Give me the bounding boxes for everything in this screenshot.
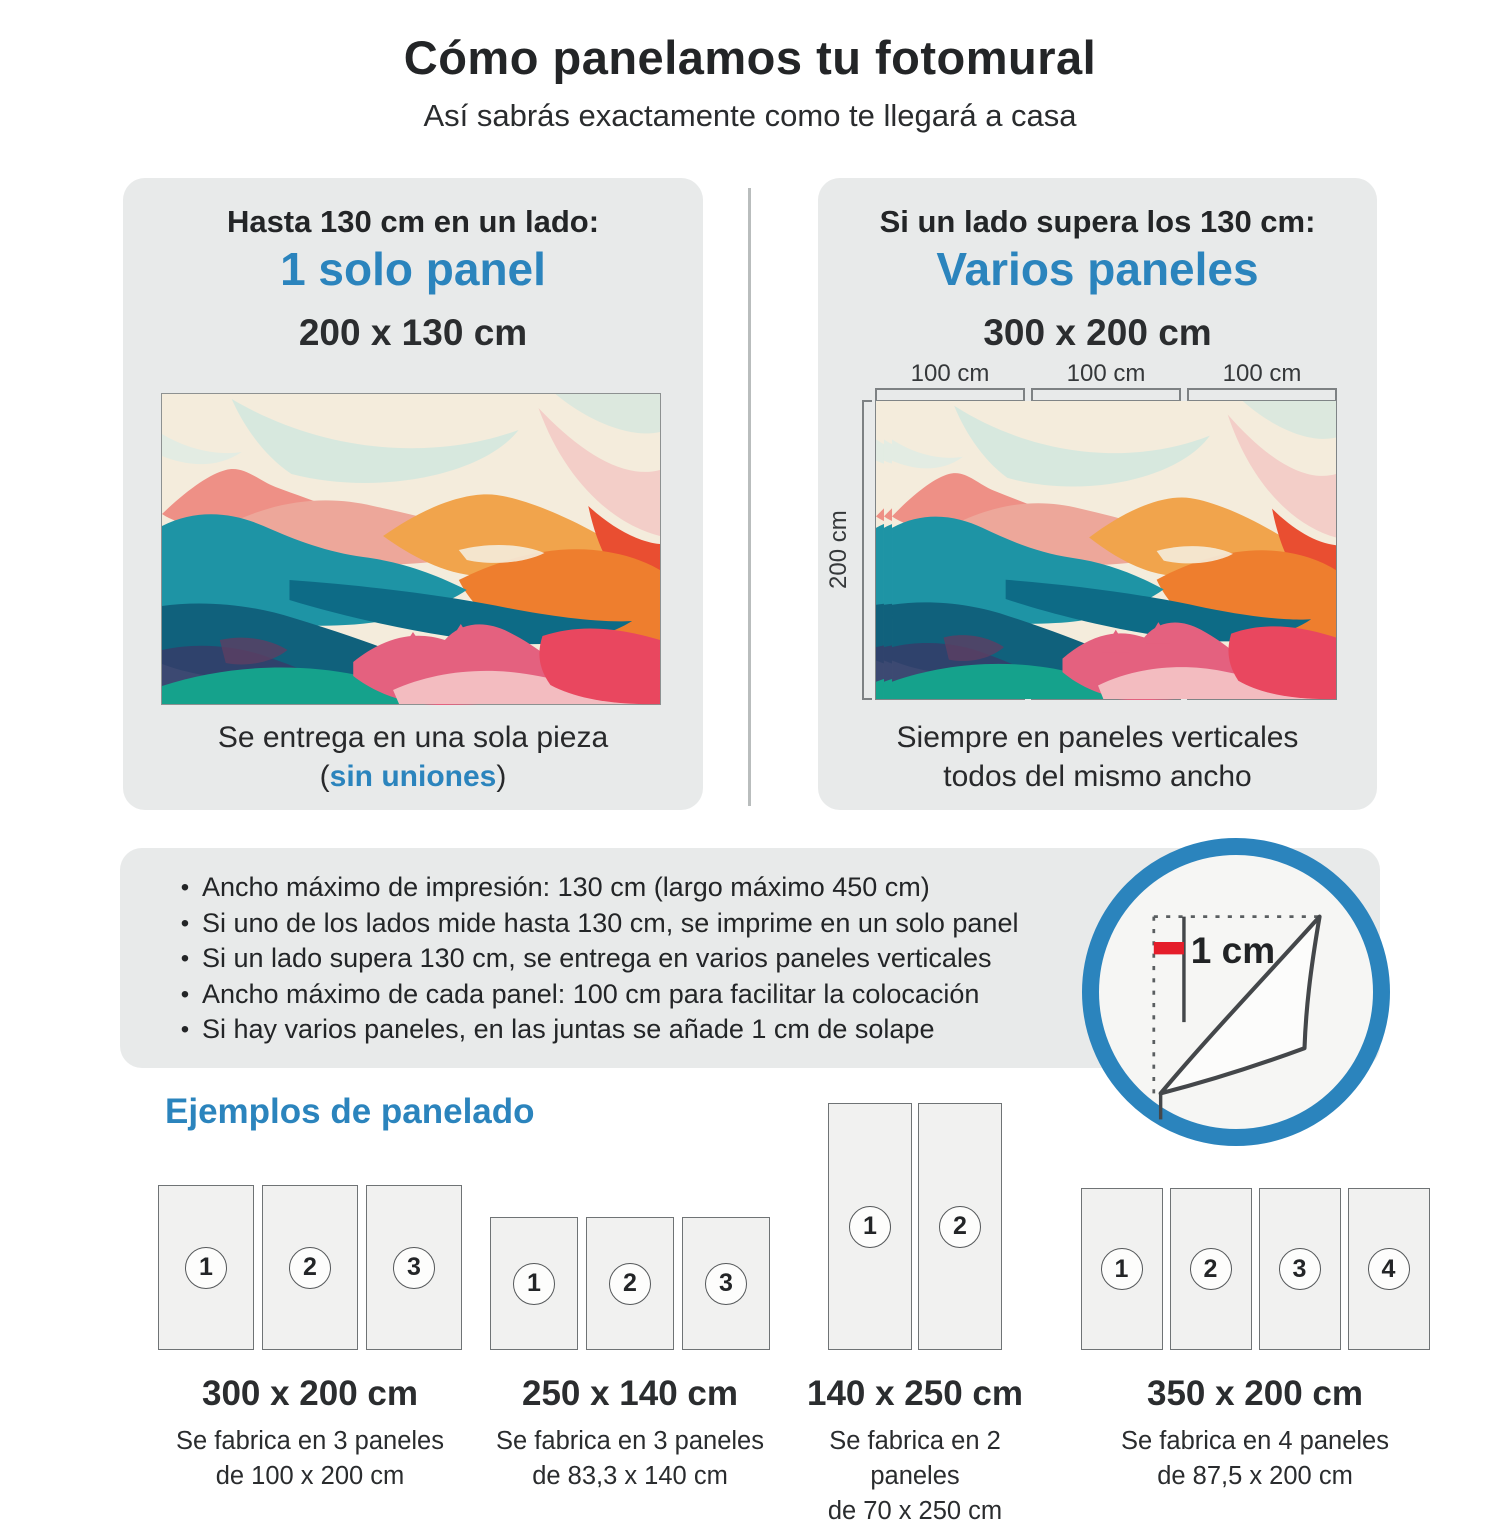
multi-panel-heading: Si un lado supera los 130 cm: <box>879 204 1316 239</box>
paneled-artwork <box>875 400 1337 700</box>
example-panels <box>470 1098 790 1350</box>
panel-number-badge: 3 <box>1279 1248 1321 1290</box>
caption-highlight: sin uniones <box>329 760 497 793</box>
example-panels <box>130 1098 490 1350</box>
panel-number-badge: 2 <box>939 1206 981 1248</box>
example-desc-line1: Se fabrica en 3 paneles <box>176 1427 444 1455</box>
multi-panel-card <box>818 178 1377 810</box>
example-300x200 <box>130 1098 490 1494</box>
panel <box>1170 1188 1252 1350</box>
panel-number-badge: 1 <box>513 1263 555 1305</box>
single-panel-heading: Hasta 130 cm en un lado: <box>226 204 600 239</box>
example-size-label: 350 x 200 cm <box>1146 1374 1363 1413</box>
page-subtitle: Así sabrás exactamente como te llegará a casa <box>423 98 1077 133</box>
example-size-label: 140 x 250 cm <box>806 1374 1023 1413</box>
panel <box>158 1185 254 1350</box>
bullet-item <box>168 941 1128 977</box>
overlap-icon <box>1082 838 1390 1146</box>
panel-number-badge: 2 <box>609 1263 651 1305</box>
bullet-dot: • <box>180 1016 190 1043</box>
bullet-dot: • <box>180 980 190 1008</box>
single-panel-size: 200 x 130 cm <box>298 312 528 353</box>
example-description <box>470 1424 790 1494</box>
bullet-text: Ancho máximo de cada panel: 100 cm para facilitar la colocación <box>202 978 980 1009</box>
measurement-top-1 <box>875 360 1025 401</box>
paren-open: ( <box>319 760 330 793</box>
panel <box>918 1103 1002 1350</box>
multi-panel-size: 300 x 200 cm <box>983 312 1212 353</box>
caption-line2: todos del mismo ancho <box>943 760 1252 793</box>
example-140x250 <box>790 1098 1040 1529</box>
bullet-list <box>168 870 1128 1048</box>
single-panel-highlight: 1 solo panel <box>280 243 546 295</box>
panel-number-badge: 3 <box>393 1247 435 1289</box>
example-desc-line2: de 83,3 x 140 cm <box>532 1462 728 1490</box>
caption-line1: Siempre en paneles verticales <box>896 721 1299 754</box>
watercolor-artwork <box>161 393 661 705</box>
bullet-dot: • <box>180 909 190 937</box>
panel <box>1259 1188 1341 1350</box>
example-description <box>790 1424 1040 1529</box>
measurement-side-label: 200 cm <box>825 510 852 590</box>
paren-close: ) <box>496 760 507 793</box>
bullet-item <box>168 977 1128 1013</box>
example-desc-line2: de 100 x 200 cm <box>215 1462 405 1490</box>
measurement-label: 100 cm <box>1222 360 1302 387</box>
example-size-label: 300 x 200 cm <box>201 1374 418 1413</box>
caption-line2 <box>123 757 703 796</box>
example-size-label: 250 x 140 cm <box>521 1374 738 1413</box>
measurement-label: 100 cm <box>1066 360 1146 387</box>
panel-number-badge: 1 <box>1101 1248 1143 1290</box>
page-fold-icon <box>1099 855 1373 1129</box>
panel <box>262 1185 358 1350</box>
panel <box>1348 1188 1430 1350</box>
bullet-text: Si un lado supera 130 cm, se entrega en varios paneles verticales <box>202 943 992 973</box>
bullet-item <box>168 1012 1128 1048</box>
panel-number-badge: 3 <box>705 1263 747 1305</box>
example-desc-line1: Se fabrica en 4 paneles <box>1121 1427 1389 1455</box>
measurement-top-2 <box>1031 360 1181 401</box>
bullet-text: Si hay varios paneles, en las juntas se añade 1 cm de solape <box>202 1014 935 1044</box>
example-350x200 <box>1060 1098 1450 1494</box>
panel <box>682 1217 770 1350</box>
example-desc-line1: Se fabrica en 3 paneles <box>496 1427 764 1455</box>
bullet-dot: • <box>180 945 190 972</box>
panel <box>828 1103 912 1350</box>
multi-panel-caption <box>818 718 1377 796</box>
panel <box>1081 1188 1163 1350</box>
example-250x140 <box>470 1098 790 1494</box>
measurement-side-bracket <box>862 400 872 700</box>
bullet-item <box>168 870 1128 906</box>
example-description <box>130 1424 490 1494</box>
examples-heading: Ejemplos de panelado <box>165 1092 535 1131</box>
overlap-label: 1 cm <box>1190 930 1276 972</box>
panel <box>586 1217 674 1350</box>
panel-number-badge: 1 <box>849 1206 891 1248</box>
bullet-text: Si uno de los lados mide hasta 130 cm, se imprime en un solo panel <box>202 907 1019 938</box>
bullet-dot: • <box>180 874 190 901</box>
single-panel-caption <box>123 718 703 796</box>
example-desc-line1: Se fabrica en 2 paneles <box>829 1427 1001 1490</box>
multi-panel-highlight: Varios paneles <box>936 243 1259 295</box>
page-title: Cómo panelamos tu fotomural <box>403 31 1097 84</box>
panel-number-badge: 1 <box>185 1247 227 1289</box>
vertical-divider <box>748 188 751 806</box>
artwork-panel-3 <box>1187 400 1337 700</box>
example-desc-line2: de 87,5 x 200 cm <box>1157 1462 1353 1490</box>
panel <box>366 1185 462 1350</box>
caption-line1: Se entrega en una sola pieza <box>217 721 609 754</box>
bullet-item <box>168 906 1128 942</box>
panel-number-badge: 4 <box>1368 1248 1410 1290</box>
panel-number-badge: 2 <box>1190 1248 1232 1290</box>
single-panel-card <box>123 178 703 810</box>
measurement-label: 100 cm <box>910 360 990 387</box>
example-panels <box>790 1098 1040 1350</box>
bullet-text: Ancho máximo de impresión: 130 cm (largo máximo 450 cm) <box>202 872 930 902</box>
measurement-top-3 <box>1187 360 1337 401</box>
panel <box>490 1217 578 1350</box>
example-description <box>1060 1424 1450 1494</box>
panel-number-badge: 2 <box>289 1247 331 1289</box>
example-desc-line2: de 70 x 250 cm <box>827 1497 1003 1525</box>
